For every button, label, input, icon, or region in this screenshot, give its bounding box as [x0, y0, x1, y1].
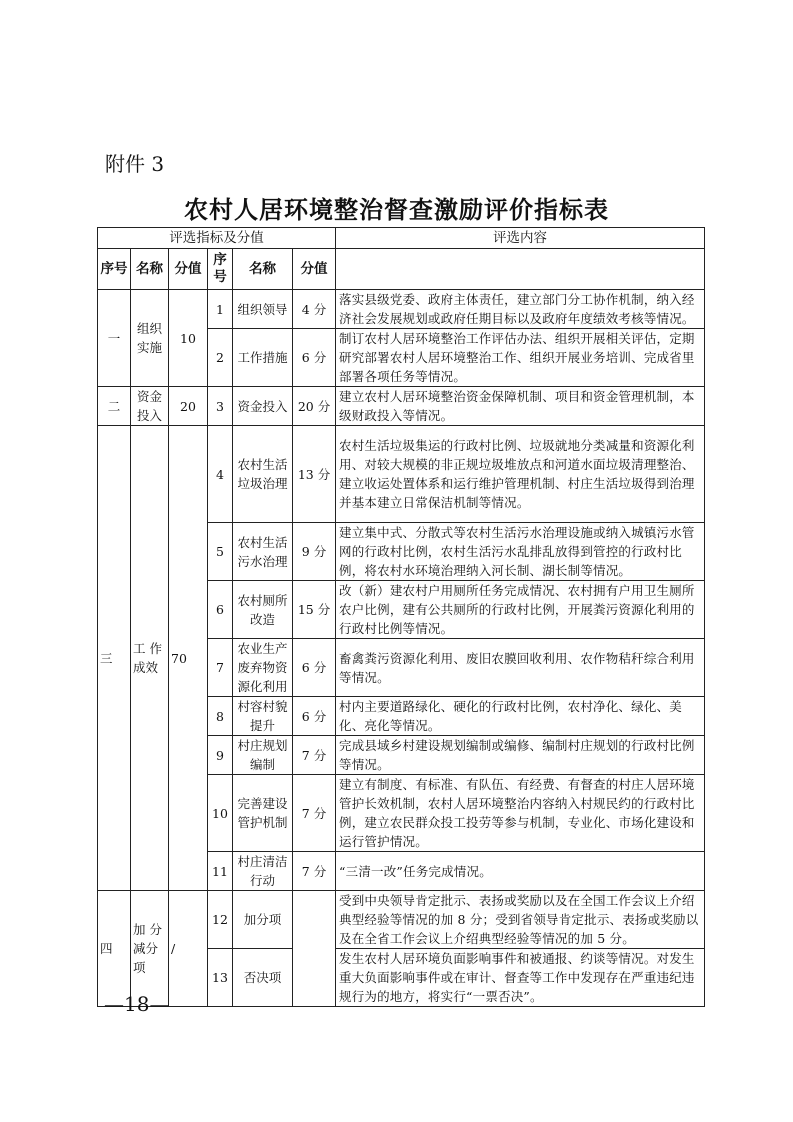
item-name: 农村生活污水治理	[233, 523, 293, 581]
item-score: 7 分	[293, 852, 336, 891]
item-no: 12	[208, 891, 233, 949]
item-name: 村庄规划编制	[233, 736, 293, 775]
item-score: 13 分	[293, 426, 336, 523]
item-no: 7	[208, 639, 233, 697]
item-name: 农村厕所改造	[233, 581, 293, 639]
group-name: 资金投入	[131, 387, 169, 426]
group-score: 20	[169, 387, 208, 426]
header-blank	[336, 249, 705, 290]
item-name: 资金投入	[233, 387, 293, 426]
group-no: 二	[98, 387, 131, 426]
item-no: 1	[208, 290, 233, 329]
item-content: 受到中央领导肯定批示、表扬或奖励以及在全国工作会议上介绍典型经验等情况的加 8 分；受到省领导肯定批示、表扬或奖励以及在全省工作会议上介绍典型经验等情况的加 5 分。	[336, 891, 705, 949]
table-row	[98, 387, 705, 426]
group-no: 一	[98, 290, 131, 387]
group-score: 10	[169, 290, 208, 387]
header-score: 分值	[169, 249, 208, 290]
group-name: 组织实施	[131, 290, 169, 387]
item-no: 2	[208, 329, 233, 387]
header-sub-name: 名称	[233, 249, 293, 290]
item-no: 6	[208, 581, 233, 639]
attachment-label: 附件 3	[105, 152, 165, 176]
item-name: 加分项	[233, 891, 293, 949]
item-content: 农村生活垃圾集运的行政村比例、垃圾就地分类减量和资源化利用、对较大规模的非正规垃圾堆放点和河道水面垃圾清理整治、建立收运处置体系和运行维护管理机制、村庄生活垃圾得到治理并基本建立日常保洁机制等情况。	[336, 426, 705, 523]
item-name: 村庄清洁行动	[233, 852, 293, 891]
group-name: 工 作成效	[131, 426, 169, 891]
item-score: 6 分	[293, 329, 336, 387]
item-name: 村容村貌提升	[233, 697, 293, 736]
item-no: 10	[208, 775, 233, 852]
group-no: 四	[98, 891, 131, 1007]
header-sub-no: 序号	[208, 249, 233, 290]
item-score: 20 分	[293, 387, 336, 426]
group-score: 70	[169, 426, 208, 891]
group-no: 三	[98, 426, 131, 891]
group-score: /	[169, 891, 208, 1007]
header-name: 名称	[131, 249, 169, 290]
item-content: 完成县域乡村建设规划编制或编修、编制村庄规划的行政村比例等情况。	[336, 736, 705, 775]
page-number: —18—	[104, 992, 170, 1016]
item-no: 4	[208, 426, 233, 523]
page-title: 农村人居环境整治督查激励评价指标表	[184, 195, 609, 224]
item-content: 村内主要道路绿化、硬化的行政村比例，农村净化、绿化、美化、亮化等情况。	[336, 697, 705, 736]
item-name: 否决项	[233, 949, 293, 1007]
item-no: 5	[208, 523, 233, 581]
item-score: 7 分	[293, 775, 336, 852]
item-score: 6 分	[293, 697, 336, 736]
item-name: 农业生产废弃物资源化利用	[233, 639, 293, 697]
item-content: 改（新）建农村户用厕所任务完成情况、农村拥有户用卫生厕所农户比例，建有公共厕所的行政村比例，开展粪污资源化利用的行政村比例等情况。	[336, 581, 705, 639]
item-content: 制订农村人居环境整治工作评估办法、组织开展相关评估，定期研究部署农村人居环境整治工作、组织开展业务培训、完成省里部署各项任务等情况。	[336, 329, 705, 387]
item-no: 13	[208, 949, 233, 1007]
item-content: 建立集中式、分散式等农村生活污水治理设施或纳入城镇污水管网的行政村比例，农村生活污水乱排乱放得到管控的行政村比例，将农村水环境治理纳入河长制、湖长制等情况。	[336, 523, 705, 581]
group-name: 加 分减分项	[131, 891, 169, 1007]
item-name: 完善建设管护机制	[233, 775, 293, 852]
item-content: 建立有制度、有标准、有队伍、有经费、有督查的村庄人居环境管护长效机制，农村人居环境整治内容纳入村规民约的行政村比例，建立农民群众投工投劳等参与机制，专业化、市场化建设和运行管护情况。	[336, 775, 705, 852]
item-content: 发生农村人居环境负面影响事件和被通报、约谈等情况。对发生重大负面影响事件或在审计、督查等工作中发现存在严重违纪违规行为的地方，将实行“一票否决”。	[336, 949, 705, 1007]
table-row	[98, 426, 705, 523]
item-name: 工作措施	[233, 329, 293, 387]
item-content: “三清一改”任务完成情况。	[336, 852, 705, 891]
item-score: 15 分	[293, 581, 336, 639]
item-score: 7 分	[293, 736, 336, 775]
item-content: 建立农村人居环境整治资金保障机制、项目和资金管理机制，本级财政投入等情况。	[336, 387, 705, 426]
item-name: 组织领导	[233, 290, 293, 329]
item-name: 农村生活垃圾治理	[233, 426, 293, 523]
item-no: 11	[208, 852, 233, 891]
item-content: 畜禽粪污资源化利用、废旧农膜回收利用、农作物秸秆综合利用等情况。	[336, 639, 705, 697]
item-score	[293, 891, 336, 1007]
table-row	[98, 290, 705, 329]
item-content: 落实县级党委、政府主体责任，建立部门分工协作机制，纳入经济社会发展规划或政府任期目标以及政府年度绩效考核等情况。	[336, 290, 705, 329]
header-content: 评选内容	[336, 228, 705, 249]
item-no: 8	[208, 697, 233, 736]
item-no: 9	[208, 736, 233, 775]
item-no: 3	[208, 387, 233, 426]
item-score: 4 分	[293, 290, 336, 329]
indicator-table	[97, 227, 705, 1007]
item-score: 9 分	[293, 523, 336, 581]
item-score: 6 分	[293, 639, 336, 697]
header-no: 序号	[98, 249, 131, 290]
header-sub-score: 分值	[293, 249, 336, 290]
table-row	[98, 891, 705, 949]
header-group: 评选指标及分值	[98, 228, 336, 249]
